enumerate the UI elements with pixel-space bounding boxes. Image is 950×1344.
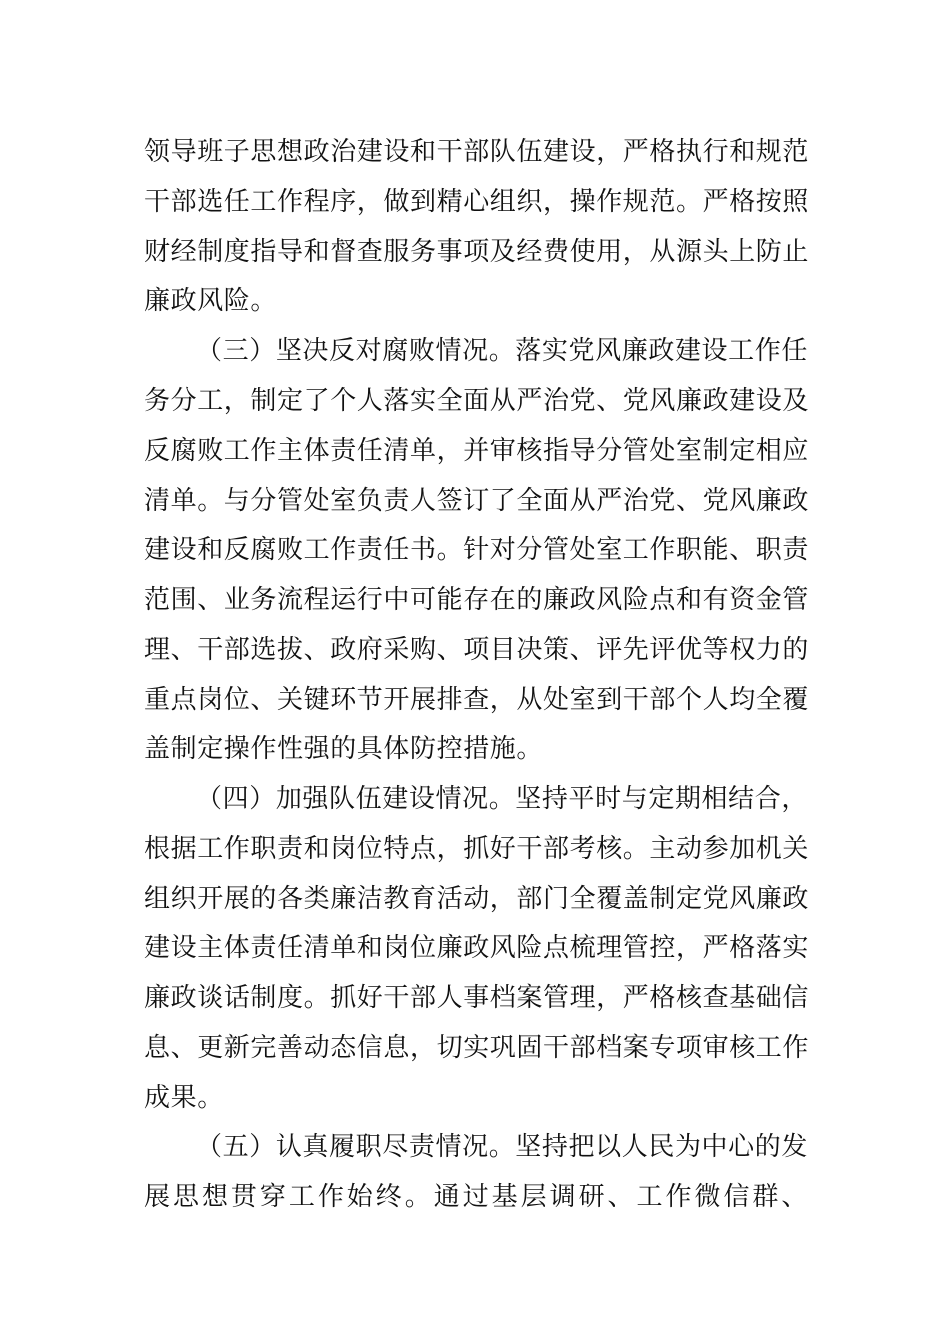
text-line: 组织开展的各类廉洁教育活动，部门全覆盖制定党风廉政 — [144, 884, 810, 914]
text-line: 干部选任工作程序，做到精心组织，操作规范。严格按照 — [144, 187, 810, 217]
text-line: 清单。与分管处室负责人签订了全面从严治党、党风廉政 — [144, 486, 810, 516]
text-line: 息、更新完善动态信息，切实巩固干部档案专项审核工作 — [144, 1033, 810, 1063]
section-heading-line: （三）坚决反对腐败情况。落实党风廉政建设工作任 — [196, 336, 808, 366]
text-line: 理、干部选拔、政府采购、项目决策、评先评优等权力的 — [144, 635, 810, 665]
text-line: 廉政风险。 — [144, 286, 278, 316]
text-line: 反腐败工作主体责任清单，并审核指导分管处室制定相应 — [144, 436, 810, 466]
text-line: 财经制度指导和督查服务事项及经费使用，从源头上防止 — [144, 237, 810, 267]
text-line: 建设主体责任清单和岗位廉政风险点梳理管控，严格落实 — [144, 933, 810, 963]
text-line: 展思想贯穿工作始终。通过基层调研、工作微信群、 — [144, 1182, 808, 1212]
text-line: 成果。 — [144, 1083, 224, 1113]
section-heading-line: （五）认真履职尽责情况。坚持把以人民为中心的发 — [196, 1132, 808, 1162]
text-line: 建设和反腐败工作责任书。针对分管处室工作职能、职责 — [144, 535, 810, 565]
text-line: 范围、业务流程运行中可能存在的廉政风险点和有资金管 — [144, 585, 810, 615]
text-line: 根据工作职责和岗位特点，抓好干部考核。主动参加机关 — [144, 834, 810, 864]
text-line: 务分工，制定了个人落实全面从严治党、党风廉政建设及 — [144, 386, 810, 416]
text-line: 廉政谈话制度。抓好干部人事档案管理，严格核查基础信 — [144, 983, 810, 1013]
text-line: 盖制定操作性强的具体防控措施。 — [144, 734, 544, 764]
section-heading-line: （四）加强队伍建设情况。坚持平时与定期相结合， — [196, 784, 808, 814]
text-line: 重点岗位、关键环节开展排查，从处室到干部个人均全覆 — [144, 685, 810, 715]
text-line: 领导班子思想政治建设和干部队伍建设，严格执行和规范 — [144, 137, 810, 167]
